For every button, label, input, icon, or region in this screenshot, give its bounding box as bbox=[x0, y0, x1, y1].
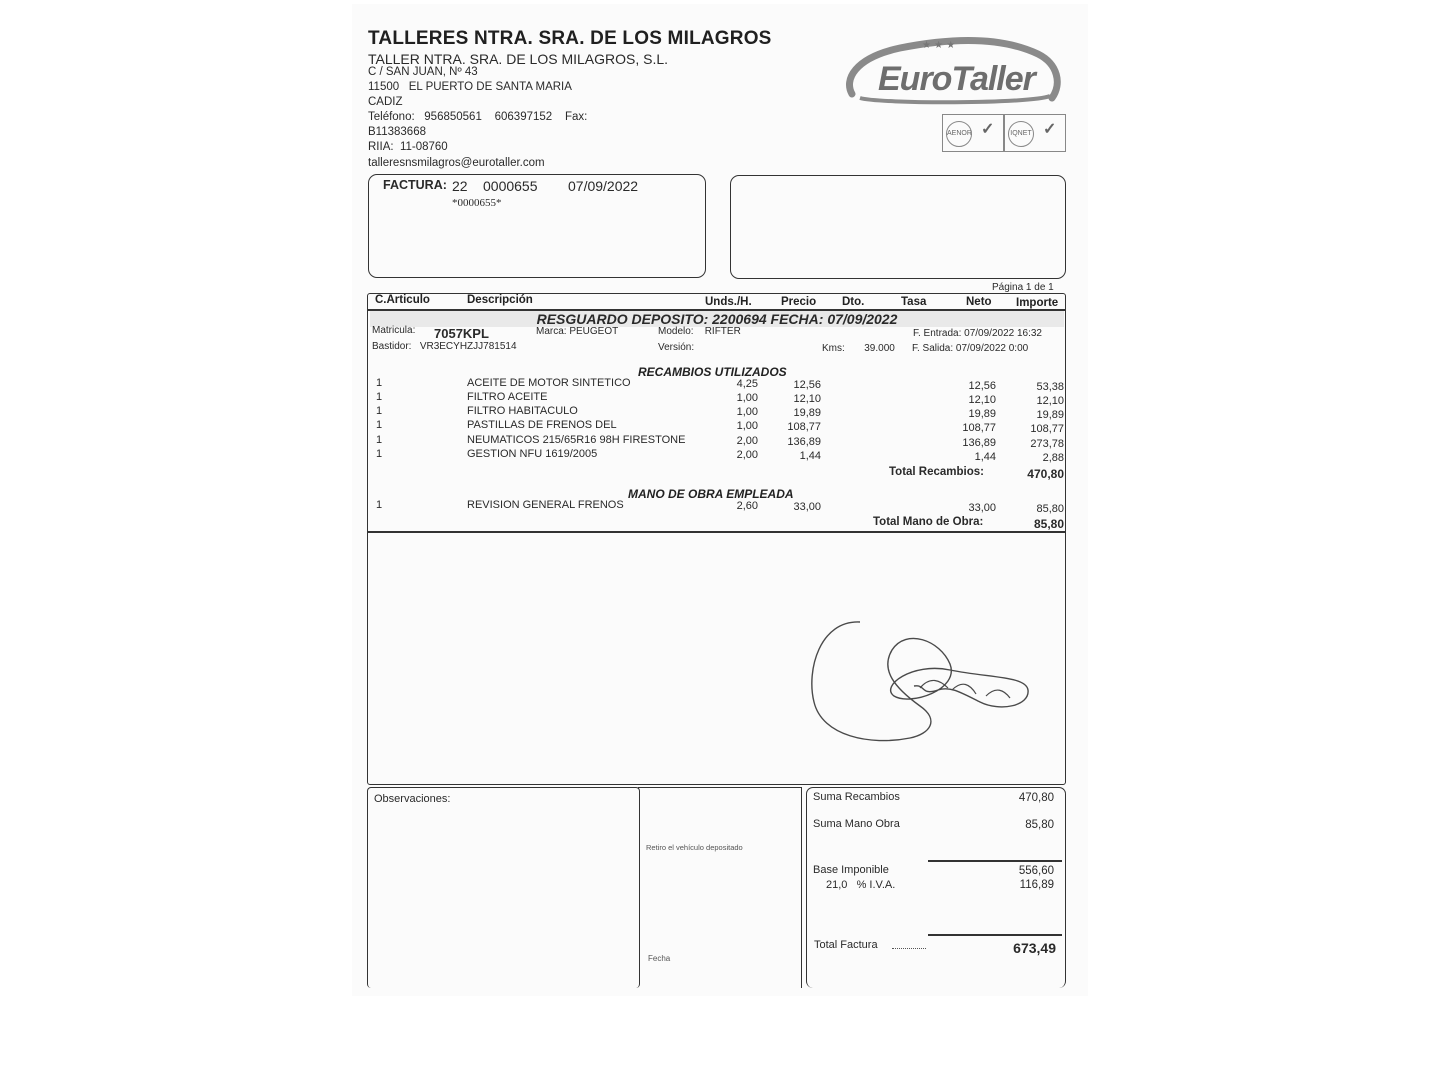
table-row-code: 1 bbox=[376, 405, 383, 417]
exit-value: 07/09/2022 0:00 bbox=[955, 343, 1029, 354]
table-row-amount: 2,88 bbox=[1042, 452, 1064, 464]
fax-label: Fax: bbox=[564, 111, 588, 123]
invoice-number: 0000655 bbox=[483, 178, 538, 194]
table-row-net: 108,77 bbox=[962, 422, 996, 434]
col-header-net: Neto bbox=[966, 296, 992, 308]
riia-label: RIIA: bbox=[368, 141, 394, 153]
company-legal-name: TALLER NTRA. SRA. DE LOS MILAGROS, S.L. bbox=[368, 51, 669, 67]
company-city-line bbox=[368, 81, 572, 93]
logo-text: EuroTaller bbox=[878, 60, 1035, 98]
table-row-net: 19,89 bbox=[968, 408, 996, 420]
table-row-desc: FILTRO ACEITE bbox=[467, 391, 548, 403]
vin-value: VR3ECYHZJJ781514 bbox=[419, 341, 517, 352]
table-row-price: 108,77 bbox=[787, 421, 821, 433]
plate-value: 7057KPL bbox=[434, 326, 489, 341]
phone-label: Teléfono: bbox=[368, 111, 415, 123]
invoice-date: 07/09/2022 bbox=[568, 178, 639, 194]
sum-parts-label: Suma Recambios bbox=[813, 791, 900, 803]
observations-label: Observaciones: bbox=[374, 793, 451, 805]
vat-line bbox=[826, 879, 895, 891]
table-row-amount: 85,80 bbox=[1036, 503, 1064, 515]
company-phone-line bbox=[368, 111, 587, 123]
table-row-desc: FILTRO HABITACULO bbox=[467, 405, 578, 417]
page-indicator: Página 1 de 1 bbox=[992, 282, 1054, 293]
model-value: RIFTER bbox=[704, 326, 741, 337]
parts-section-title: RECAMBIOS UTILIZADOS bbox=[638, 365, 787, 379]
eurotaller-logo bbox=[840, 32, 1070, 112]
table-row-units: 1,00 bbox=[736, 406, 758, 418]
entry-label: F. Entrada: bbox=[913, 328, 962, 339]
parts-total-label: Total Recambios: bbox=[889, 466, 984, 478]
received-label: Retiro el vehículo depositado bbox=[646, 843, 743, 852]
total-label: Total Factura bbox=[814, 939, 878, 951]
vat-rate: 21,0 bbox=[826, 879, 848, 891]
entry-value: 07/09/2022 16:32 bbox=[964, 328, 1042, 339]
base-value: 556,60 bbox=[1018, 865, 1054, 877]
kms-line bbox=[822, 343, 895, 354]
model-label: Modelo: bbox=[658, 326, 694, 337]
subtotal-divider bbox=[928, 860, 1062, 862]
items-end-divider bbox=[368, 531, 1065, 533]
total-divider bbox=[928, 934, 1062, 936]
vat-value: 116,89 bbox=[1019, 879, 1054, 891]
brand-line bbox=[536, 326, 618, 337]
table-row-units: 2,00 bbox=[736, 435, 758, 447]
table-row-amount: 19,89 bbox=[1036, 409, 1064, 421]
company-province: CADIZ bbox=[368, 96, 403, 108]
model-line bbox=[658, 326, 741, 337]
table-row-desc: GESTION NFU 1619/2005 bbox=[467, 448, 598, 460]
labor-total-value: 85,80 bbox=[1033, 517, 1064, 531]
table-row-desc: REVISION GENERAL FRENOS bbox=[467, 499, 624, 511]
kms-label: Kms: bbox=[822, 343, 845, 354]
table-row-price: 19,89 bbox=[793, 407, 821, 419]
table-row-code: 1 bbox=[376, 391, 383, 403]
company-riia-line bbox=[368, 141, 448, 153]
col-header-units: Unds./H. bbox=[705, 296, 752, 308]
total-value: 673,49 bbox=[1013, 940, 1056, 956]
col-header-price: Precio bbox=[781, 296, 817, 308]
table-row-price: 1,44 bbox=[799, 450, 821, 462]
table-row-amount: 273,78 bbox=[1030, 438, 1064, 450]
col-header-rate: Tasa bbox=[901, 296, 927, 308]
table-row-units: 2,00 bbox=[736, 449, 758, 461]
sum-labor-value: 85,80 bbox=[1025, 819, 1054, 831]
deposit-title: RESGUARDO DEPOSITO: 2200694 FECHA: 07/09/2022 bbox=[370, 311, 1064, 327]
iqnet-badge bbox=[1004, 114, 1066, 152]
badge-check-icon: ✓ bbox=[1043, 121, 1057, 138]
exit-line bbox=[912, 343, 1028, 354]
table-row-units: 4,25 bbox=[736, 378, 758, 390]
badge-check-icon: ✓ bbox=[981, 121, 995, 138]
table-row-code: 1 bbox=[376, 419, 383, 431]
table-row-units: 1,00 bbox=[736, 392, 758, 404]
company-cif: B11383668 bbox=[368, 126, 426, 138]
kms-value: 39.000 bbox=[864, 343, 895, 354]
table-row-desc: NEUMATICOS 215/65R16 98H FIRESTONE bbox=[467, 434, 686, 446]
sum-labor-label: Suma Mano Obra bbox=[813, 818, 900, 830]
total-leader-dots bbox=[892, 948, 926, 949]
vat-label: % I.V.A. bbox=[856, 879, 896, 891]
table-row-price: 12,10 bbox=[793, 393, 821, 405]
table-row-code: 1 bbox=[376, 448, 383, 460]
iqnet-badge-text: IQNET bbox=[1008, 121, 1034, 147]
table-row-net: 12,10 bbox=[968, 394, 996, 406]
col-header-desc: Descripción bbox=[467, 294, 533, 306]
table-row-code: 1 bbox=[376, 377, 383, 389]
aenor-badge bbox=[942, 114, 1004, 152]
riia-value: 11-08760 bbox=[399, 141, 448, 153]
vin-label: Bastidor: bbox=[372, 341, 412, 352]
city: EL PUERTO DE SANTA MARIA bbox=[408, 81, 572, 93]
table-row-desc: PASTILLAS DE FRENOS DEL bbox=[467, 419, 617, 431]
footer-date-label: Fecha bbox=[648, 954, 671, 963]
table-row-units: 1,00 bbox=[736, 420, 758, 432]
vin-line bbox=[372, 341, 517, 352]
table-row-net: 12,56 bbox=[968, 380, 996, 392]
observations-box bbox=[367, 787, 640, 988]
base-label: Base Imponible bbox=[813, 864, 889, 876]
labor-total-label: Total Mano de Obra: bbox=[873, 516, 984, 528]
brand-value: PEUGEOT bbox=[569, 326, 619, 337]
table-row-amount: 108,77 bbox=[1030, 423, 1064, 435]
sum-parts-value: 470,80 bbox=[1018, 792, 1054, 804]
company-street: C / SAN JUAN, Nº 43 bbox=[368, 66, 478, 78]
postal-code: 11500 bbox=[368, 81, 400, 93]
table-row-price: 136,89 bbox=[787, 436, 821, 448]
parts-total-value: 470,80 bbox=[1027, 467, 1064, 481]
brand-label: Marca: bbox=[536, 326, 567, 337]
col-header-amount: Importe bbox=[1016, 297, 1059, 309]
labor-section-title: MANO DE OBRA EMPLEADA bbox=[628, 487, 794, 501]
table-row-amount: 53,38 bbox=[1036, 381, 1064, 393]
table-row-code: 1 bbox=[376, 434, 383, 446]
table-row-units: 2,60 bbox=[736, 500, 758, 512]
table-row-net: 136,89 bbox=[962, 437, 996, 449]
table-row-price: 12,56 bbox=[793, 379, 821, 391]
col-header-code: C.Articulo bbox=[375, 294, 430, 306]
svg-text:★ ★ ★: ★ ★ ★ bbox=[922, 40, 956, 51]
phone-2: 606397152 bbox=[494, 111, 553, 123]
entry-line bbox=[913, 328, 1042, 339]
invoice-barcode: *0000655* bbox=[452, 197, 502, 209]
aenor-badge-text: AENOR bbox=[946, 121, 972, 147]
plate-label: Matricula: bbox=[372, 325, 416, 336]
col-header-dto: Dto. bbox=[842, 296, 865, 308]
exit-label: F. Salida: bbox=[912, 343, 954, 354]
table-row-desc: ACEITE DE MOTOR SINTETICO bbox=[467, 377, 631, 389]
company-email: talleresnsmilagros@eurotaller.com bbox=[368, 157, 545, 169]
invoice-series: 22 bbox=[452, 178, 468, 194]
table-row-net: 1,44 bbox=[974, 451, 996, 463]
table-row-code: 1 bbox=[376, 499, 383, 511]
signature-scribble bbox=[800, 610, 1040, 760]
invoice-label: FACTURA: bbox=[383, 178, 447, 192]
company-name: TALLERES NTRA. SRA. DE LOS MILAGROS bbox=[368, 28, 772, 49]
table-row-price: 33,00 bbox=[793, 501, 821, 513]
version-label: Versión: bbox=[658, 342, 695, 353]
table-row-amount: 12,10 bbox=[1036, 395, 1064, 407]
table-row-net: 33,00 bbox=[968, 502, 996, 514]
phone-1: 956850561 bbox=[424, 111, 482, 123]
client-box bbox=[730, 175, 1066, 279]
